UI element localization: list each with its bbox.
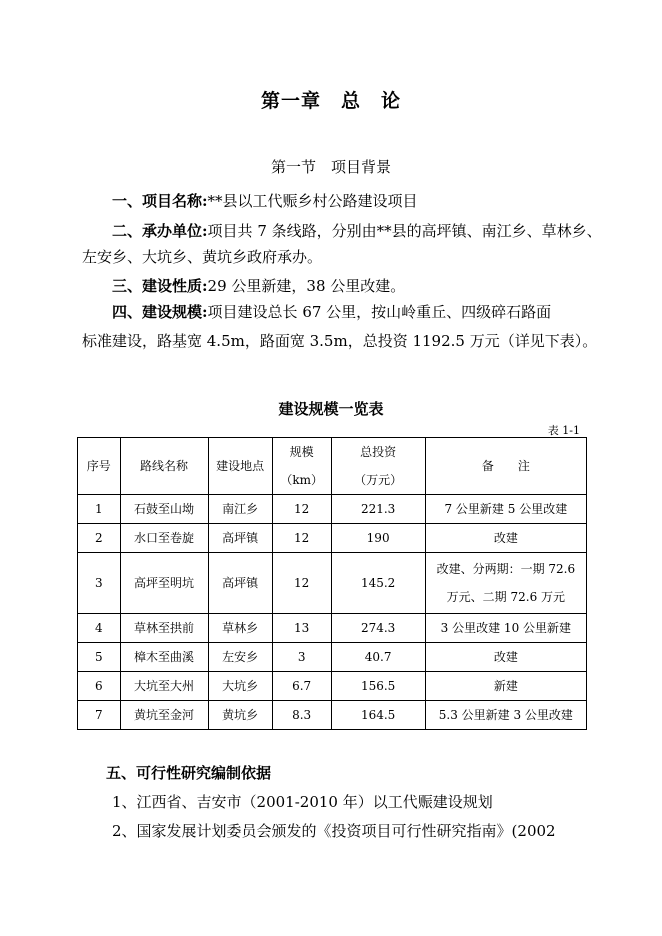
table-cell: 2 bbox=[78, 524, 121, 553]
item-scale-continued: 标准建设，路基宽 4.5m，路面宽 3.5m，总投资 1192.5 万元（详见下表）。 bbox=[82, 332, 598, 350]
table-row bbox=[78, 553, 587, 614]
table-cell: 145.2 bbox=[331, 553, 425, 614]
table-cell: 190 bbox=[331, 524, 425, 553]
table-row bbox=[78, 643, 587, 672]
table-cell: 黄坑乡 bbox=[208, 701, 272, 730]
table-cell: 164.5 bbox=[331, 701, 425, 730]
table-cell: 左安乡 bbox=[208, 643, 272, 672]
table-cell: 大坑至大州 bbox=[120, 672, 208, 701]
header-cell: 备 注 bbox=[425, 438, 586, 495]
table-cell: 高坪至明坑 bbox=[120, 553, 208, 614]
table-cell: 高坪镇 bbox=[208, 524, 272, 553]
item-text: 项目共 7 条线路，分别由**县的高坪镇、南江乡、草林乡、左安乡、大坑乡、黄坑乡政府承办。 bbox=[82, 222, 602, 266]
table-cell: 改建、分两期：一期 72.6 万元、二期 72.6 万元 bbox=[425, 553, 586, 614]
table-cell: 12 bbox=[272, 495, 331, 524]
item-label: 二、承办单位: bbox=[112, 222, 208, 240]
table-cell: 7 公里新建 5 公里改建 bbox=[425, 495, 586, 524]
table-cell: 樟木至曲溪 bbox=[120, 643, 208, 672]
table-cell: 草林乡 bbox=[208, 614, 272, 643]
table-cell: 156.5 bbox=[331, 672, 425, 701]
table-cell: 40.7 bbox=[331, 643, 425, 672]
header-cell: 建设地点 bbox=[208, 438, 272, 495]
table-cell: 新建 bbox=[425, 672, 586, 701]
table-cell: 3 bbox=[272, 643, 331, 672]
section-title: 第一节 项目背景 bbox=[270, 158, 391, 176]
header-cell: 序号 bbox=[78, 438, 121, 495]
header-cell: 路线名称 bbox=[120, 438, 208, 495]
table-cell: 石鼓至山坳 bbox=[120, 495, 208, 524]
table-cell: 12 bbox=[272, 553, 331, 614]
table-cell: 1 bbox=[78, 495, 121, 524]
table-cell: 7 bbox=[78, 701, 121, 730]
table-cell: 6 bbox=[78, 672, 121, 701]
reference-item: 1、江西省、吉安市（2001-2010 年）以工代赈建设规划 bbox=[112, 793, 493, 811]
header-cell: 规模 （km） bbox=[272, 438, 331, 495]
table-header-row bbox=[78, 438, 587, 495]
table-row bbox=[78, 614, 587, 643]
table-cell: 13 bbox=[272, 614, 331, 643]
item-label: 三、建设性质: bbox=[112, 277, 208, 295]
table-cell: 6.7 bbox=[272, 672, 331, 701]
table-cell: 8.3 bbox=[272, 701, 331, 730]
item-text: **县以工代赈乡村公路建设项目 bbox=[207, 192, 418, 210]
section5-title: 五、可行性研究编制依据 bbox=[106, 764, 272, 782]
table-row bbox=[78, 524, 587, 553]
table-cell: 改建 bbox=[425, 643, 586, 672]
table-row bbox=[78, 495, 587, 524]
table-row bbox=[78, 701, 587, 730]
table-cell: 3 bbox=[78, 553, 121, 614]
item-project-name bbox=[82, 188, 602, 214]
table-cell: 黄坑至金河 bbox=[120, 701, 208, 730]
table-cell: 草林至拱前 bbox=[120, 614, 208, 643]
table-cell: 5 bbox=[78, 643, 121, 672]
item-label: 一、项目名称: bbox=[112, 192, 208, 210]
table-cell: 高坪镇 bbox=[208, 553, 272, 614]
construction-scale-table bbox=[77, 437, 587, 730]
table-cell: 南江乡 bbox=[208, 495, 272, 524]
item-organizer bbox=[82, 218, 602, 270]
table-cell: 5.3 公里新建 3 公里改建 bbox=[425, 701, 586, 730]
table-cell: 274.3 bbox=[331, 614, 425, 643]
table-cell: 3 公里改建 10 公里新建 bbox=[425, 614, 586, 643]
table-number: 表 1-1 bbox=[547, 424, 580, 437]
item-nature bbox=[82, 273, 602, 299]
chapter-title: 第一章 总 论 bbox=[260, 90, 401, 112]
table-cell: 4 bbox=[78, 614, 121, 643]
table-cell: 改建 bbox=[425, 524, 586, 553]
table-cell: 大坑乡 bbox=[208, 672, 272, 701]
table-cell: 12 bbox=[272, 524, 331, 553]
table-cell: 水口至卷旋 bbox=[120, 524, 208, 553]
item-label: 四、建设规模: bbox=[112, 303, 208, 321]
table-row bbox=[78, 672, 587, 701]
item-text: 项目建设总长 67 公里，按山岭重丘、四级碎石路面 bbox=[207, 303, 552, 321]
header-cell: 总投资 （万元） bbox=[331, 438, 425, 495]
reference-item: 2、国家发展计划委员会颁发的《投资项目可行性研究指南》(2002 bbox=[112, 822, 556, 840]
item-text: 29 公里新建，38 公里改建。 bbox=[207, 277, 406, 295]
table-title: 建设规模一览表 bbox=[278, 400, 384, 418]
table-cell: 221.3 bbox=[331, 495, 425, 524]
item-scale bbox=[82, 299, 602, 325]
